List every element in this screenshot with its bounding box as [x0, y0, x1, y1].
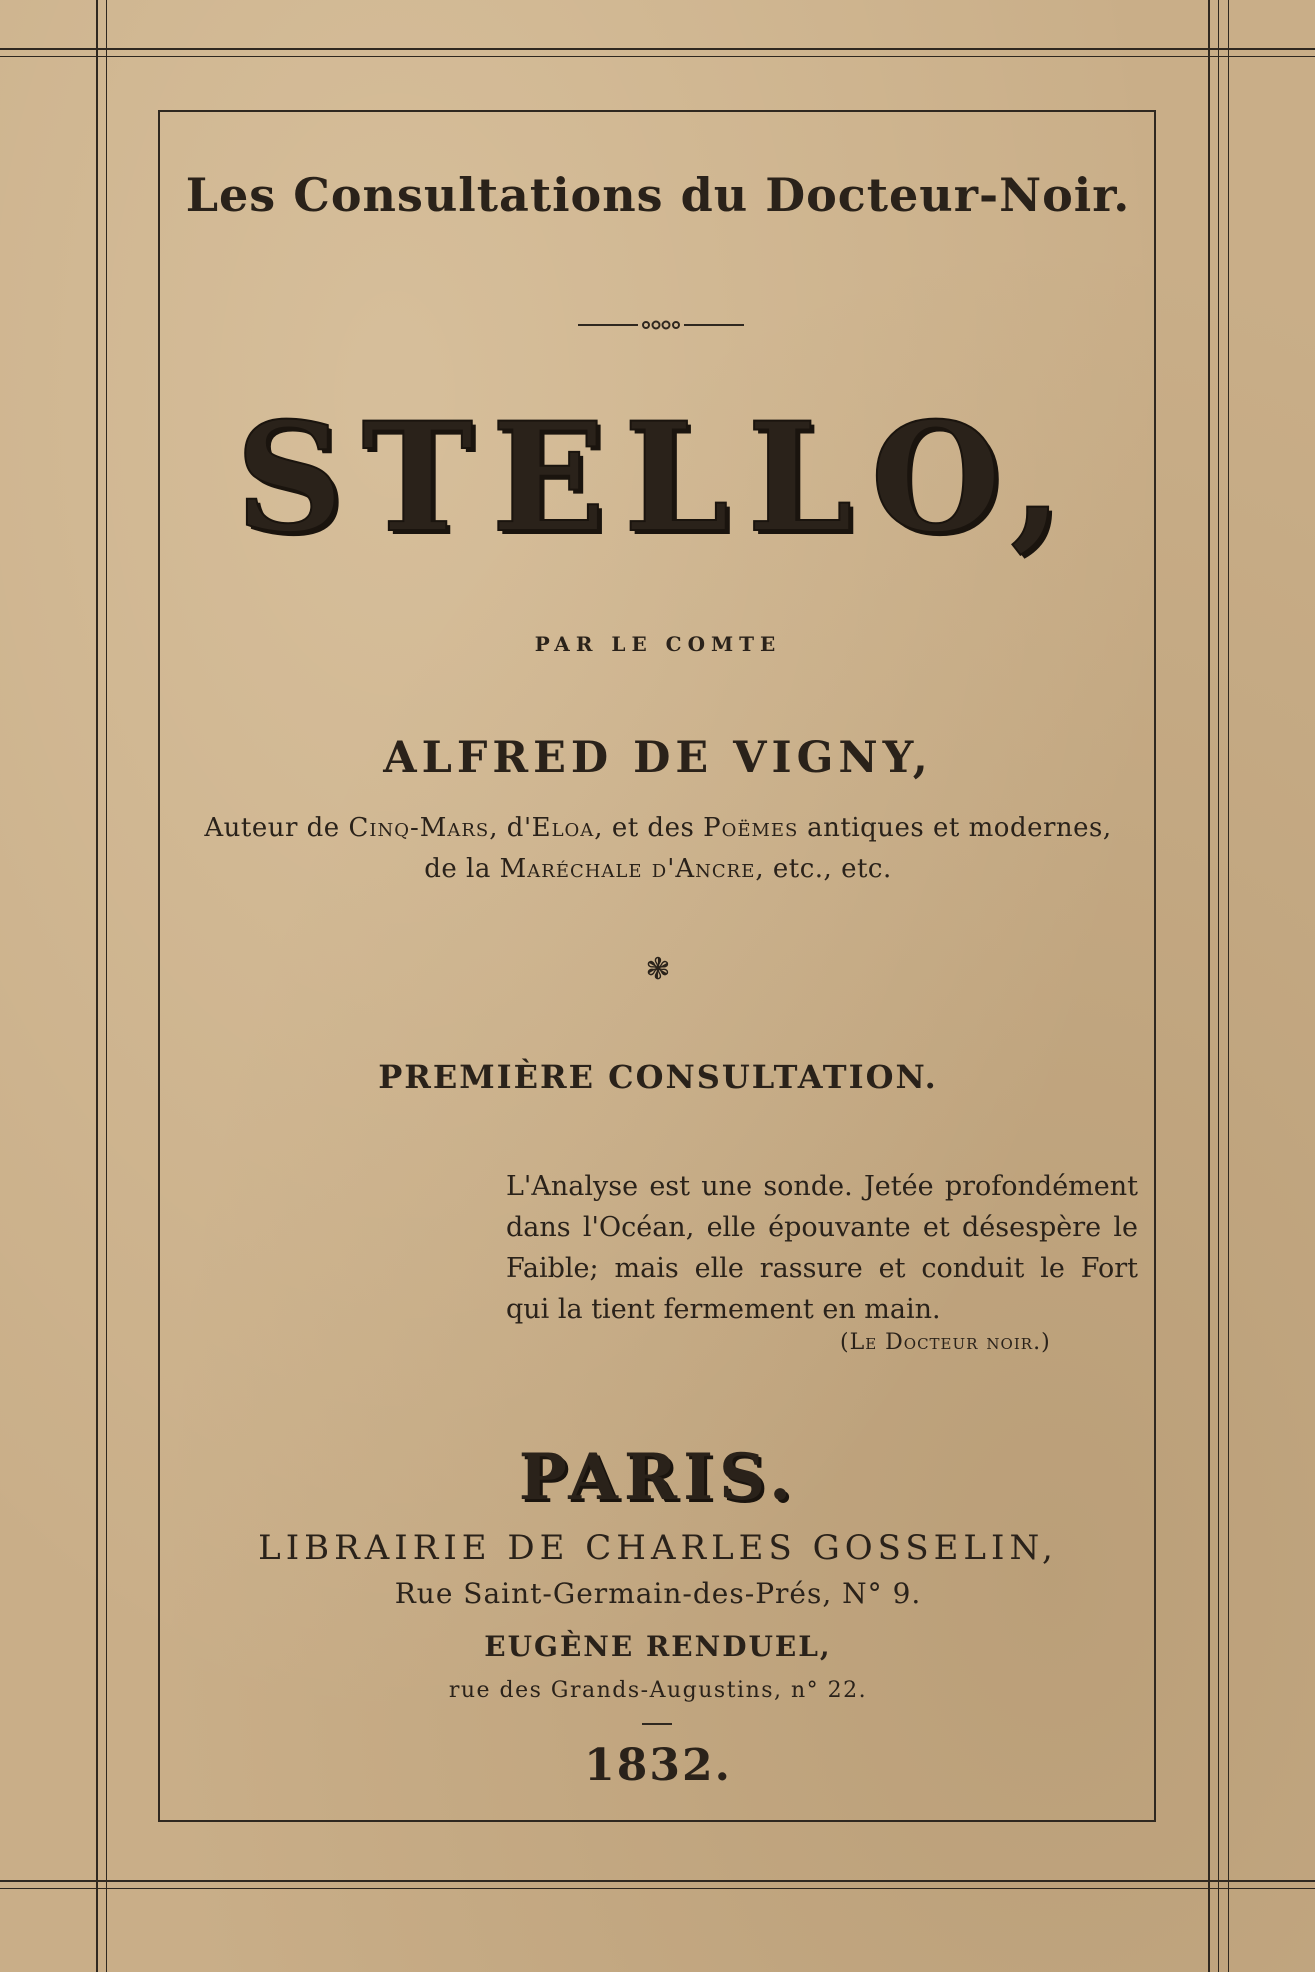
byline: PAR LE COMTE — [534, 632, 782, 656]
author-works-line-1 — [160, 813, 1156, 843]
frame-rule — [1218, 0, 1219, 1972]
epigraph-attribution: (Le Docteur noir.) — [840, 1330, 1051, 1355]
frame-rule — [1208, 0, 1210, 1972]
author-works-line-2 — [160, 854, 1156, 884]
author-name: ALFRED DE VIGNY, — [383, 733, 933, 783]
frame-rule — [0, 1888, 1315, 1889]
work-title: Cinq-Mars — [348, 813, 490, 843]
book-title: STELLO, — [235, 390, 1081, 566]
frame-rule — [0, 56, 1315, 57]
text-span: antiques et modernes, — [798, 813, 1112, 843]
frame-rule — [96, 0, 98, 1972]
work-title: Maréchale d'Ancre — [499, 854, 756, 884]
text-span: de la — [424, 854, 500, 884]
publisher-1-address: Rue Saint-Germain-des-Prés, N° 9. — [394, 1577, 922, 1610]
publisher-2-address: rue des Grands-Augustins, n° 22. — [448, 1678, 868, 1703]
ornament-rule-icon — [578, 318, 744, 332]
frame-rule — [0, 48, 1315, 50]
fleuron-icon: ❃ — [645, 952, 671, 987]
frame-rule — [0, 1880, 1315, 1882]
text-span: , d' — [489, 813, 532, 843]
section-heading: PREMIÈRE CONSULTATION. — [378, 1058, 938, 1096]
divider — [642, 1723, 672, 1725]
text-span: , et des — [594, 813, 704, 843]
text-span: Auteur de — [204, 813, 349, 843]
text-span: , etc., etc. — [755, 854, 892, 884]
work-title: Poëmes — [703, 813, 799, 843]
work-title: Eloa — [531, 813, 595, 843]
series-title: Les Consultations du Docteur-Noir. — [185, 168, 1131, 222]
frame-rule — [1228, 0, 1229, 1972]
publication-year: 1832. — [584, 1740, 732, 1791]
publisher-2: EUGÈNE RENDUEL, — [484, 1630, 832, 1663]
epigraph: L'Analyse est une sonde. Jetée profondément dans l'Océan, elle épouvante et désespère le Faible; mais elle rassure et conduit le Fort qui la tient fermement en main. — [506, 1171, 1138, 1325]
publisher-1: LIBRAIRIE DE CHARLES GOSSELIN, — [258, 1528, 1058, 1568]
imprint-city: PARIS. — [518, 1440, 798, 1515]
frame-rule — [106, 0, 107, 1972]
